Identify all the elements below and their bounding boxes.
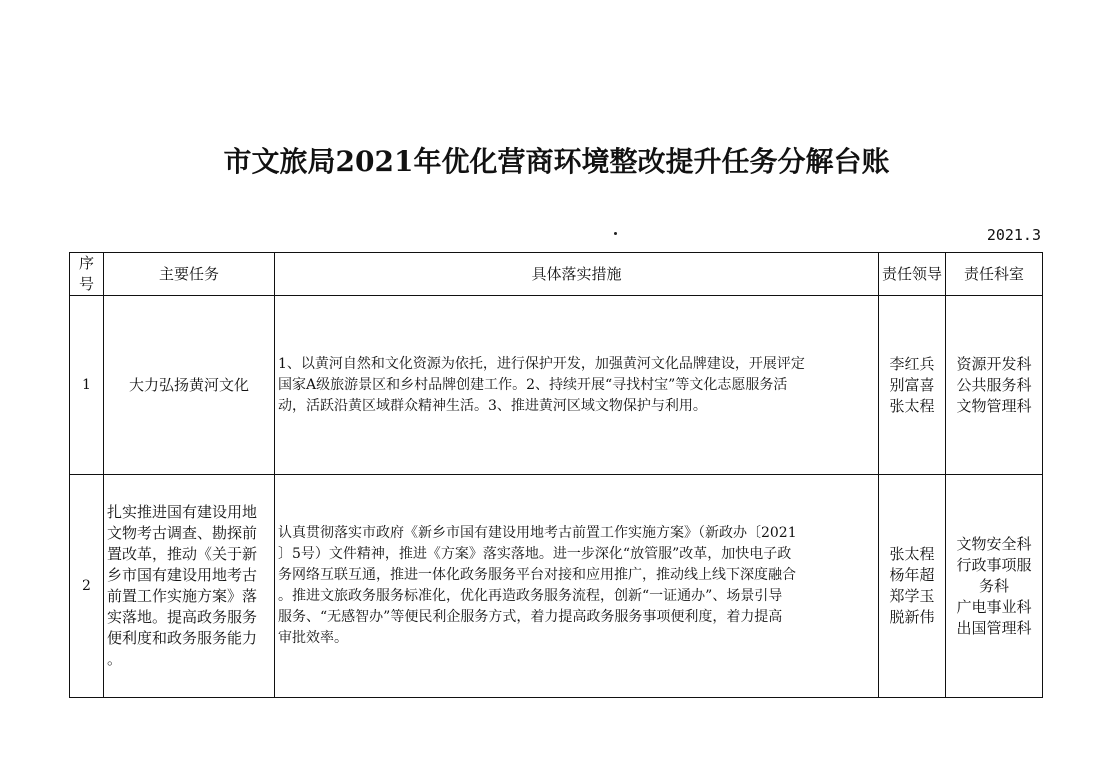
measures-cell [275, 296, 879, 475]
header-no: 序号 [70, 253, 104, 296]
leader-name: 脱新伟 [889, 608, 935, 626]
leader-name: 杨年超 [889, 566, 935, 584]
leader-name: 张太程 [889, 545, 935, 563]
main-task-line: 前置工作实施方案》落 [107, 587, 258, 605]
leaders-cell [879, 296, 946, 475]
measure-line: 服务、“无感智办”等便民利企服务方式，着力提高政务服务事项便利度，着力提高 [278, 609, 783, 625]
department-name: 文物管理科 [956, 396, 1032, 415]
main-task-line: 扎实推进国有建设用地 [107, 503, 258, 521]
header-departments: 责任科室 [946, 253, 1043, 296]
task-ledger-table [69, 252, 1043, 698]
measure-line: 认真贯彻落实市政府《新乡市国有建设用地考古前置工作实施方案》（新政办〔2021 [278, 525, 797, 541]
document-title: 市文旅局2021年优化营商环境整改提升任务分解台账 [223, 145, 890, 178]
header-measures: 具体落实措施 [275, 253, 879, 296]
measure-line: 务网络互联互通，推进一体化政务服务平台对接和应用推广，推动线上线下深度融合 [278, 567, 796, 583]
departments-cell [946, 296, 1043, 475]
main-task-line: 置改革，推动《关于新 [107, 545, 258, 563]
table-row [70, 475, 1043, 698]
leader-name: 张太程 [889, 396, 935, 415]
main-task-line: 大力弘扬黄河文化 [128, 375, 249, 394]
leader-name: 别富喜 [889, 375, 935, 394]
main-task-line: 实落地。提高政务服务 [107, 608, 258, 626]
leader-name: 郑学玉 [889, 587, 935, 605]
measure-line: 。推进文旅政务服务标准化，优化再造政务服务流程，创新“一证通办”、场景引导 [278, 588, 783, 604]
main-task-line: 乡市国有建设用地考古 [107, 566, 258, 584]
department-name: 务科 [978, 576, 1009, 595]
department-name: 行政事项服 [956, 555, 1032, 574]
departments-cell [946, 475, 1043, 698]
leaders-cell [879, 475, 946, 698]
header-task: 主要任务 [104, 253, 275, 296]
table-header-row [70, 253, 1043, 296]
measure-line: 〕5号）文件精神，推进《方案》落实落地。进一步深化“放管服”改革，加快电子政 [278, 546, 792, 562]
department-name: 公共服务科 [956, 375, 1032, 394]
stray-dot [614, 232, 617, 235]
department-name: 广电事业科 [956, 597, 1032, 616]
department-name: 文物安全科 [956, 534, 1032, 553]
header-leaders: 责任领导 [879, 253, 946, 296]
document-date: 2021.3 [986, 226, 1041, 244]
main-task-cell [104, 475, 275, 698]
department-name: 出国管理科 [956, 618, 1032, 637]
main-task-cell [104, 296, 275, 475]
department-name: 资源开发科 [956, 354, 1032, 373]
row-number: 1 [70, 296, 104, 475]
measure-line: 1、以黄河自然和文化资源为依托，进行保护开发，加强黄河文化品牌建设，开展评定 [278, 355, 805, 372]
leader-name: 李红兵 [889, 354, 935, 373]
measure-line: 国家A级旅游景区和乡村品牌创建工作。2、持续开展“寻找村宝”等文化志愿服务活 [278, 376, 788, 393]
row-number: 2 [70, 475, 104, 698]
measure-line: 动，活跃沿黄区域群众精神生活。3、推进黄河区域文物保护与利用。 [278, 397, 707, 414]
main-task-line: 便利度和政务服务能力 [107, 629, 258, 647]
main-task-line: 。 [107, 650, 123, 668]
measures-cell [275, 475, 879, 698]
measure-line: 审批效率。 [278, 630, 348, 646]
table-row [70, 296, 1043, 475]
main-task-line: 文物考古调查、勘探前 [107, 524, 258, 542]
